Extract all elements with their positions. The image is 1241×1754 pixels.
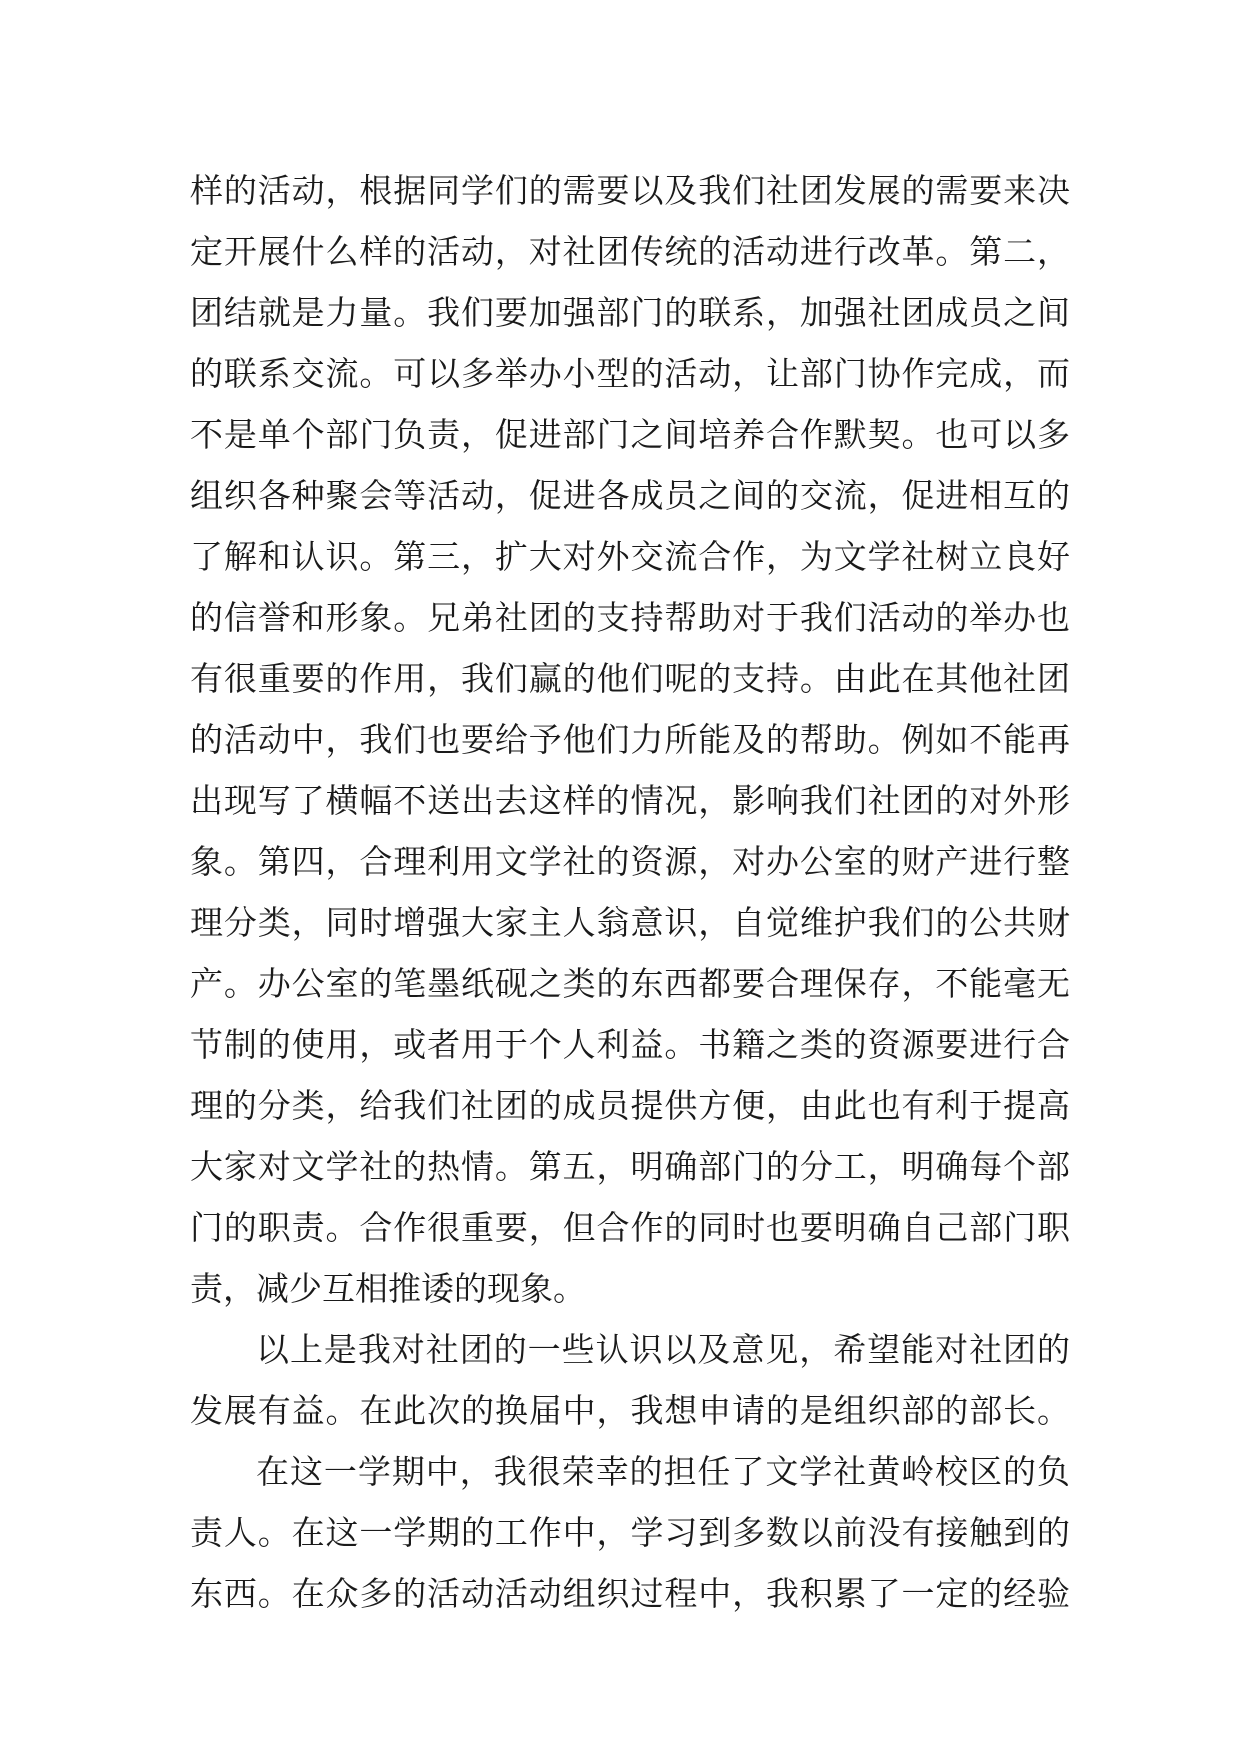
text-line: 理的分类，给我们社团的成员提供方便，由此也有利于提高	[190, 1086, 1070, 1125]
text-line: 定开展什么样的活动，对社团传统的活动进行改革。第二，	[190, 232, 1070, 271]
text-line: 了解和认识。第三，扩大对外交流合作，为文学社树立良好	[190, 537, 1070, 576]
text-line: 组织各种聚会等活动，促进各成员之间的交流，促进相互的	[190, 476, 1070, 515]
text-line: 样的活动，根据同学们的需要以及我们社团发展的需要来决	[190, 171, 1070, 210]
text-line: 的联系交流。可以多举办小型的活动，让部门协作完成，而	[190, 354, 1070, 393]
text-line: 责人。在这一学期的工作中，学习到多数以前没有接触到的	[190, 1513, 1070, 1552]
text-line: 门的职责。合作很重要，但合作的同时也要明确自己部门职	[190, 1208, 1070, 1247]
text-line: 象。第四，合理利用文学社的资源，对办公室的财产进行整	[190, 842, 1070, 881]
text-line: 大家对文学社的热情。第五，明确部门的分工，明确每个部	[190, 1147, 1070, 1186]
text-line: 产。办公室的笔墨纸砚之类的东西都要合理保存，不能毫无	[190, 964, 1070, 1003]
text-line: 节制的使用，或者用于个人利益。书籍之类的资源要进行合	[190, 1025, 1070, 1064]
text-line: 团结就是力量。我们要加强部门的联系，加强社团成员之间	[190, 293, 1070, 332]
document-body	[190, 160, 1070, 1624]
text-line: 出现写了横幅不送出去这样的情况，影响我们社团的对外形	[190, 781, 1070, 820]
text-line: 东西。在众多的活动活动组织过程中，我积累了一定的经验	[190, 1574, 1070, 1613]
text-line: 不是单个部门负责，促进部门之间培养合作默契。也可以多	[190, 415, 1070, 454]
text-line: 发展有益。在此次的换届中，我想申请的是组织部的部长。	[190, 1391, 1070, 1430]
text-line: 的活动中，我们也要给予他们力所能及的帮助。例如不能再	[190, 720, 1070, 759]
text-line: 理分类，同时增强大家主人翁意识，自觉维护我们的公共财	[190, 903, 1070, 942]
text-line: 有很重要的作用，我们赢的他们呢的支持。由此在其他社团	[190, 659, 1070, 698]
text-line: 的信誉和形象。兄弟社团的支持帮助对于我们活动的举办也	[190, 598, 1070, 637]
text-line: 责，减少互相推诿的现象。	[190, 1269, 586, 1308]
paragraph-first-line: 在这一学期中，我很荣幸的担任了文学社黄岭校区的负	[256, 1452, 1070, 1491]
paragraph-first-line: 以上是我对社团的一些认识以及意见，希望能对社团的	[256, 1330, 1070, 1369]
